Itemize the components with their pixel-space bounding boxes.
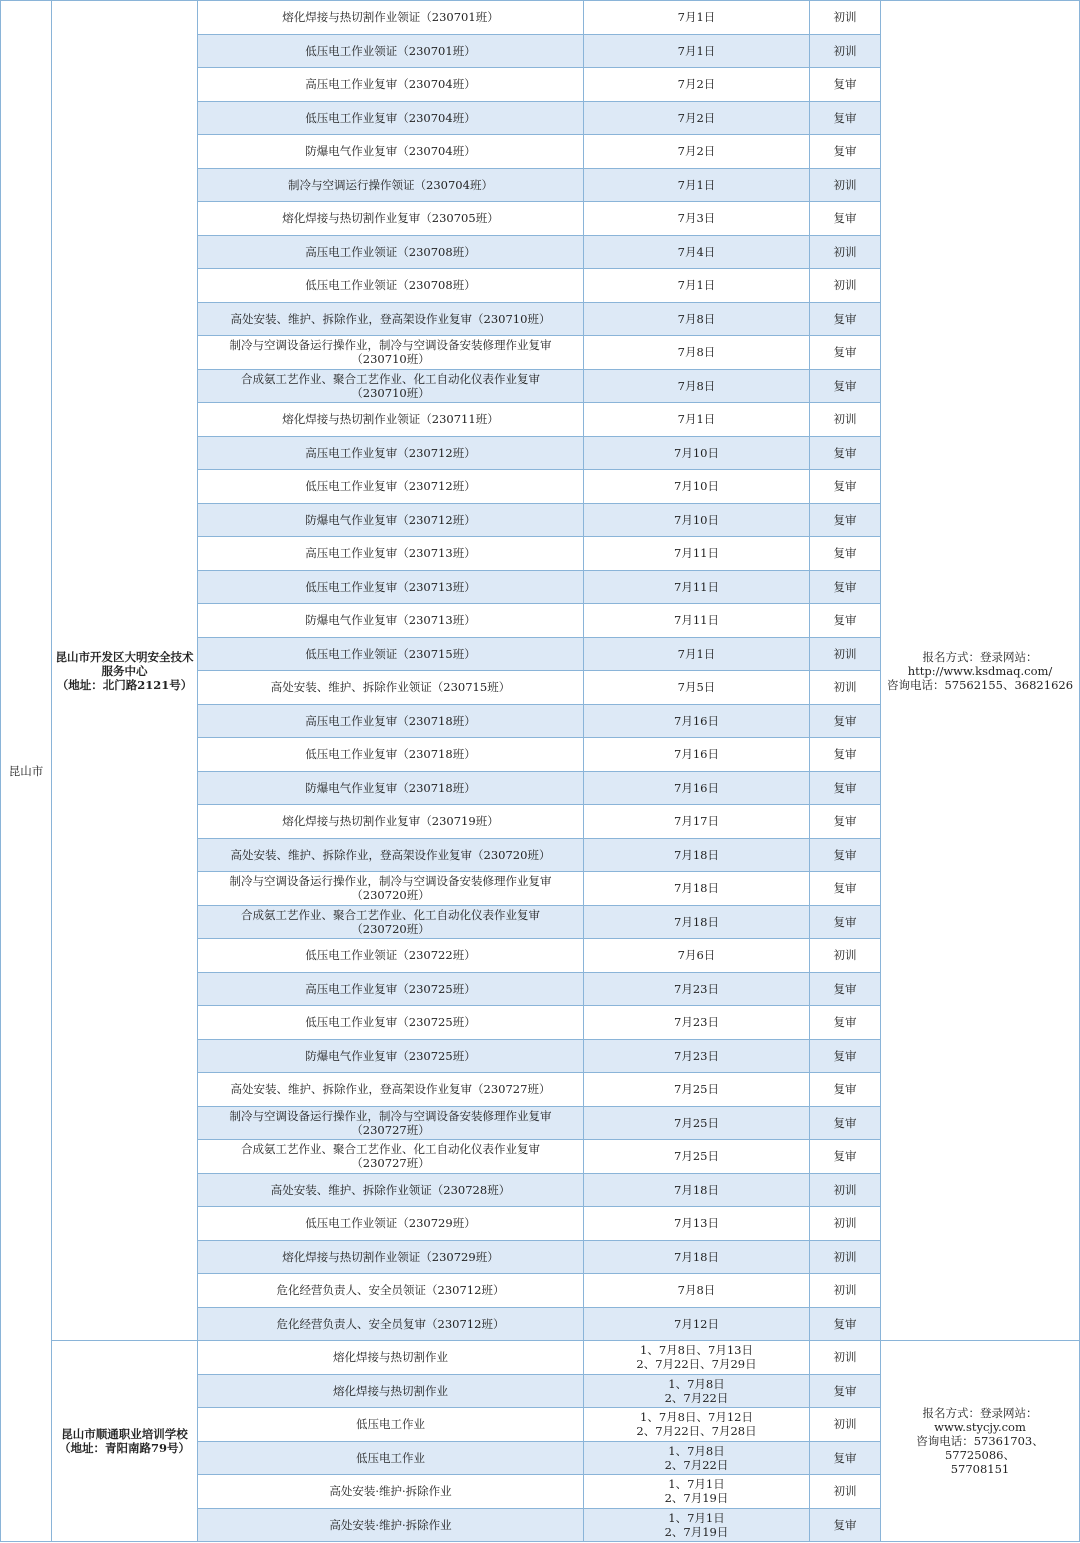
type-cell: 初训 (810, 1240, 881, 1274)
type-cell: 复审 (810, 838, 881, 872)
type-cell: 初训 (810, 637, 881, 671)
course-cell: 低压电工作业复审（230712班） (198, 470, 584, 504)
course-cell: 高处安装、维护、拆除作业，登高架设作业复审（230720班） (198, 838, 584, 872)
course-cell: 危化经营负责人、安全员复审（230712班） (198, 1307, 584, 1341)
course-cell: 低压电工作业领证（230722班） (198, 939, 584, 973)
contact-info: 报名方式：登录网站： http://www.ksdmaq.com/ 咨询电话：57562155、36821626 (881, 1, 1080, 1341)
type-cell: 初训 (810, 235, 881, 269)
date-cell: 7月17日 (584, 805, 810, 839)
type-cell: 初训 (810, 1, 881, 35)
date-cell: 7月18日 (584, 838, 810, 872)
type-cell: 复审 (810, 570, 881, 604)
date-cell: 7月1日 (584, 403, 810, 437)
date-cell: 7月23日 (584, 972, 810, 1006)
course-cell: 低压电工作业领证（230715班） (198, 637, 584, 671)
date-cell: 7月16日 (584, 771, 810, 805)
type-cell: 复审 (810, 1039, 881, 1073)
date-cell: 7月18日 (584, 872, 810, 906)
type-cell: 初训 (810, 1341, 881, 1375)
date-cell: 7月25日 (584, 1106, 810, 1140)
date-cell: 7月11日 (584, 537, 810, 571)
type-cell: 复审 (810, 738, 881, 772)
course-cell: 熔化焊接与热切割作业复审（230705班） (198, 202, 584, 236)
course-cell: 高压电工作业领证（230708班） (198, 235, 584, 269)
date-cell: 7月12日 (584, 1307, 810, 1341)
type-cell: 初训 (810, 168, 881, 202)
type-cell: 初训 (810, 939, 881, 973)
date-cell: 7月16日 (584, 704, 810, 738)
type-cell: 初训 (810, 1207, 881, 1241)
course-cell: 低压电工作业领证（230729班） (198, 1207, 584, 1241)
course-cell: 熔化焊接与热切割作业复审（230719班） (198, 805, 584, 839)
date-cell: 7月5日 (584, 671, 810, 705)
date-cell: 7月6日 (584, 939, 810, 973)
date-cell: 1、7月8日 2、7月22日 (584, 1441, 810, 1475)
type-cell: 复审 (810, 202, 881, 236)
date-cell: 7月8日 (584, 336, 810, 370)
type-cell: 初训 (810, 269, 881, 303)
type-cell: 复审 (810, 1140, 881, 1174)
course-cell: 高处安装、维护、拆除作业，登高架设作业复审（230727班） (198, 1073, 584, 1107)
course-cell: 合成氨工艺作业、聚合工艺作业、化工自动化仪表作业复审 （230727班） (198, 1140, 584, 1174)
date-cell: 7月8日 (584, 302, 810, 336)
course-cell: 低压电工作业复审（230718班） (198, 738, 584, 772)
type-cell: 复审 (810, 905, 881, 939)
course-cell: 高处安装·维护·拆除作业 (198, 1475, 584, 1509)
date-cell: 7月2日 (584, 135, 810, 169)
course-cell: 低压电工作业复审（230725班） (198, 1006, 584, 1040)
type-cell: 初训 (810, 1173, 881, 1207)
type-cell: 初训 (810, 403, 881, 437)
date-cell: 7月10日 (584, 470, 810, 504)
course-cell: 高处安装、维护、拆除作业，登高架设作业复审（230710班） (198, 302, 584, 336)
course-cell: 熔化焊接与热切割作业领证（230729班） (198, 1240, 584, 1274)
course-cell: 高压电工作业复审（230712班） (198, 436, 584, 470)
course-cell: 防爆电气作业复审（230718班） (198, 771, 584, 805)
date-cell: 7月13日 (584, 1207, 810, 1241)
schedule-body (1, 1, 1080, 1542)
table-row (1, 1, 1080, 35)
type-cell: 复审 (810, 101, 881, 135)
course-cell: 低压电工作业 (198, 1441, 584, 1475)
date-cell: 7月10日 (584, 503, 810, 537)
type-cell: 复审 (810, 135, 881, 169)
course-cell: 低压电工作业复审（230713班） (198, 570, 584, 604)
date-cell: 7月1日 (584, 637, 810, 671)
course-cell: 高压电工作业复审（230718班） (198, 704, 584, 738)
course-cell: 防爆电气作业复审（230713班） (198, 604, 584, 638)
type-cell: 初训 (810, 671, 881, 705)
type-cell: 复审 (810, 1307, 881, 1341)
type-cell: 复审 (810, 369, 881, 403)
type-cell: 初训 (810, 34, 881, 68)
date-cell: 7月18日 (584, 1173, 810, 1207)
type-cell: 复审 (810, 805, 881, 839)
institution-name: 昆山市顺通职业培训学校 （地址：青阳南路79号） (52, 1341, 198, 1542)
date-cell: 7月2日 (584, 68, 810, 102)
type-cell: 复审 (810, 604, 881, 638)
type-cell: 复审 (810, 336, 881, 370)
type-cell: 复审 (810, 503, 881, 537)
date-cell: 7月1日 (584, 269, 810, 303)
type-cell: 复审 (810, 1073, 881, 1107)
course-cell: 熔化焊接与热切割作业领证（230701班） (198, 1, 584, 35)
date-cell: 7月25日 (584, 1073, 810, 1107)
type-cell: 复审 (810, 302, 881, 336)
date-cell: 7月3日 (584, 202, 810, 236)
date-cell: 7月11日 (584, 570, 810, 604)
course-cell: 防爆电气作业复审（230725班） (198, 1039, 584, 1073)
course-cell: 防爆电气作业复审（230704班） (198, 135, 584, 169)
type-cell: 复审 (810, 1508, 881, 1542)
city-cell: 昆山市 (1, 1, 52, 1542)
course-cell: 合成氨工艺作业、聚合工艺作业、化工自动化仪表作业复审 （230710班） (198, 369, 584, 403)
date-cell: 1、7月1日 2、7月19日 (584, 1508, 810, 1542)
type-cell: 复审 (810, 771, 881, 805)
date-cell: 7月18日 (584, 905, 810, 939)
date-cell: 7月1日 (584, 168, 810, 202)
course-cell: 低压电工作业领证（230701班） (198, 34, 584, 68)
type-cell: 复审 (810, 470, 881, 504)
type-cell: 复审 (810, 972, 881, 1006)
date-cell: 7月18日 (584, 1240, 810, 1274)
course-cell: 熔化焊接与热切割作业 (198, 1341, 584, 1375)
date-cell: 7月23日 (584, 1006, 810, 1040)
type-cell: 复审 (810, 68, 881, 102)
course-cell: 制冷与空调运行操作领证（230704班） (198, 168, 584, 202)
course-cell: 制冷与空调设备运行操作业，制冷与空调设备安装修理作业复审 （230710班） (198, 336, 584, 370)
type-cell: 复审 (810, 1374, 881, 1408)
date-cell: 7月1日 (584, 1, 810, 35)
type-cell: 初训 (810, 1274, 881, 1308)
course-cell: 高处安装、维护、拆除作业领证（230728班） (198, 1173, 584, 1207)
type-cell: 复审 (810, 872, 881, 906)
course-cell: 高处安装·维护·拆除作业 (198, 1508, 584, 1542)
date-cell: 1、7月8日 2、7月22日 (584, 1374, 810, 1408)
table-row (1, 1341, 1080, 1375)
course-cell: 高处安装、维护、拆除作业领证（230715班） (198, 671, 584, 705)
date-cell: 7月1日 (584, 34, 810, 68)
date-cell: 7月10日 (584, 436, 810, 470)
type-cell: 复审 (810, 1106, 881, 1140)
type-cell: 初训 (810, 1408, 881, 1442)
date-cell: 7月23日 (584, 1039, 810, 1073)
course-cell: 制冷与空调设备运行操作业，制冷与空调设备安装修理作业复审 （230727班） (198, 1106, 584, 1140)
type-cell: 初训 (810, 1475, 881, 1509)
date-cell: 1、7月8日、7月12日 2、7月22日、7月28日 (584, 1408, 810, 1442)
type-cell: 复审 (810, 537, 881, 571)
date-cell: 1、7月1日 2、7月19日 (584, 1475, 810, 1509)
date-cell: 7月4日 (584, 235, 810, 269)
date-cell: 7月8日 (584, 369, 810, 403)
course-cell: 低压电工作业领证（230708班） (198, 269, 584, 303)
type-cell: 复审 (810, 704, 881, 738)
course-cell: 熔化焊接与热切割作业领证（230711班） (198, 403, 584, 437)
date-cell: 7月11日 (584, 604, 810, 638)
course-cell: 熔化焊接与热切割作业 (198, 1374, 584, 1408)
type-cell: 复审 (810, 1006, 881, 1040)
type-cell: 复审 (810, 1441, 881, 1475)
date-cell: 7月8日 (584, 1274, 810, 1308)
course-cell: 合成氨工艺作业、聚合工艺作业、化工自动化仪表作业复审 （230720班） (198, 905, 584, 939)
course-cell: 低压电工作业 (198, 1408, 584, 1442)
course-cell: 高压电工作业复审（230704班） (198, 68, 584, 102)
date-cell: 7月25日 (584, 1140, 810, 1174)
course-cell: 高压电工作业复审（230713班） (198, 537, 584, 571)
date-cell: 1、7月8日、7月13日 2、7月22日、7月29日 (584, 1341, 810, 1375)
type-cell: 复审 (810, 436, 881, 470)
institution-name: 昆山市开发区大明安全技术服务中心 （地址：北门路2121号） (52, 1, 198, 1341)
course-cell: 高压电工作业复审（230725班） (198, 972, 584, 1006)
course-cell: 防爆电气作业复审（230712班） (198, 503, 584, 537)
course-cell: 制冷与空调设备运行操作业，制冷与空调设备安装修理作业复审 （230720班） (198, 872, 584, 906)
course-cell: 低压电工作业复审（230704班） (198, 101, 584, 135)
date-cell: 7月2日 (584, 101, 810, 135)
contact-info: 报名方式：登录网站： www.stycjy.com 咨询电话：57361703、57725086、 57708151 (881, 1341, 1080, 1542)
date-cell: 7月16日 (584, 738, 810, 772)
course-cell: 危化经营负责人、安全员领证（230712班） (198, 1274, 584, 1308)
